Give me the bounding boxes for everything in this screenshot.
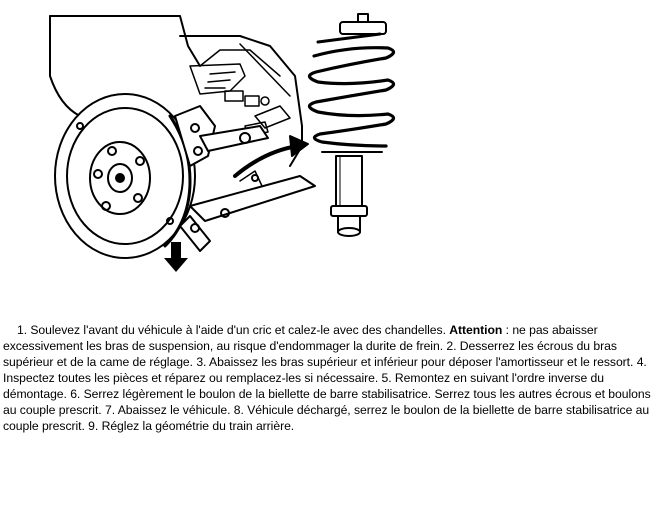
brake-disc <box>55 94 195 258</box>
suspension-illustration <box>40 6 420 278</box>
lower-arm <box>180 171 315 251</box>
step-number: 1. <box>17 323 28 337</box>
procedure-text-part-1: Soulevez l'avant du véhicule à l'aide d'un cric et calez-le avec des chandelles. <box>30 323 446 337</box>
lower-vehicle-arrow <box>164 242 188 272</box>
coil-spring-shock-absorber <box>309 14 393 236</box>
procedure-text <box>3 322 663 434</box>
procedure-text-part-2: : ne pas abaisser excessivement les bras de suspension, au risque d'endommager la durite de frein. 2. Desserrez les écrous du bras supérieur et de la came de réglage. 3. Abaissez les bras supérieur et inférieur pour déposer l'amortisseur et le ressort. 4. Inspectez toutes les pièces et réparez ou remplacez-les si nécessaire. 5. Remontez en suivant l'ordre inverse du démontage. 6. Serrez légèrement le boulon de la biellette de barre stabilisatrice. Serrez tous les autres écrous et boulons au couple prescrit. 7. Abaissez le véhicule. 8. Véhicule déchargé, serrez le boulon de la biellette de barre stabilisatrice au couple prescrit. 9. Réglez la géométrie du train arrière. <box>3 323 651 433</box>
attention-label: Attention <box>449 323 503 337</box>
